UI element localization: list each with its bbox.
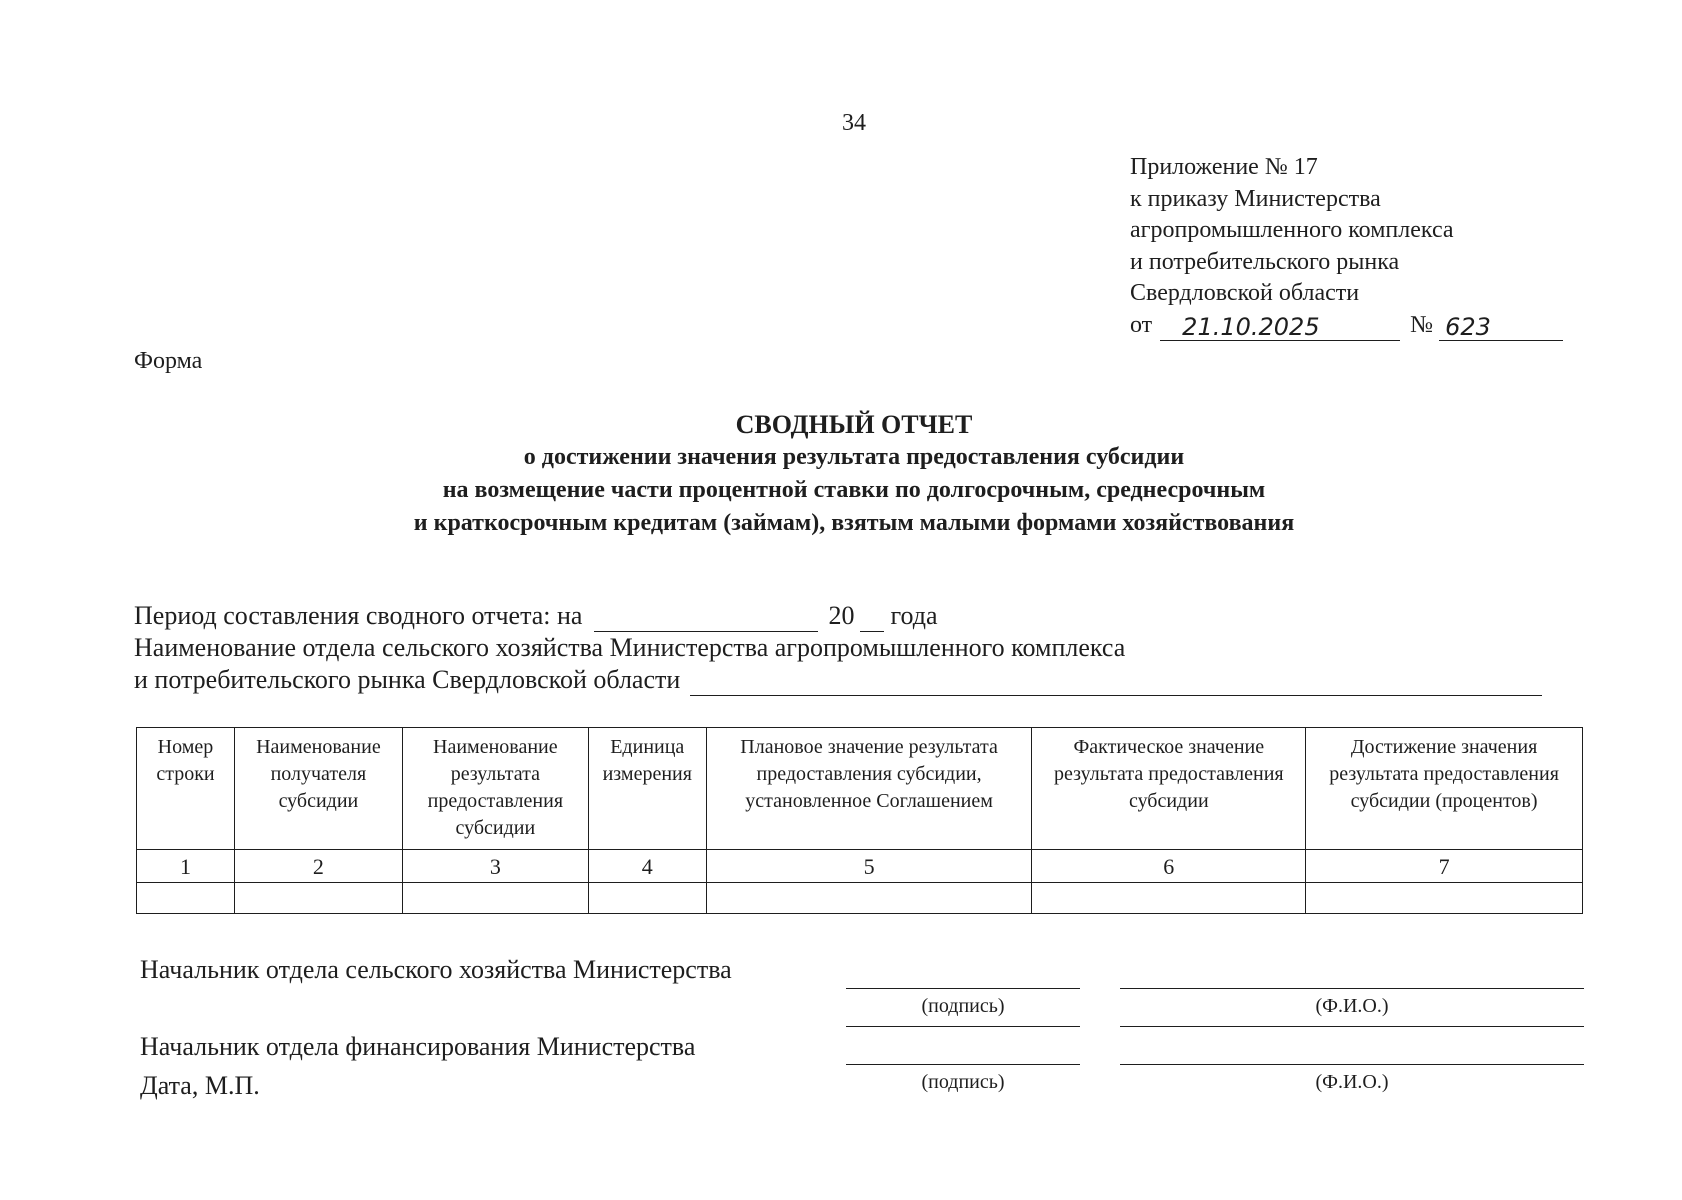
divider — [846, 1026, 1080, 1027]
signature-line[interactable] — [846, 988, 1080, 989]
table-header-row — [137, 728, 1583, 850]
column-number: 7 — [1306, 850, 1583, 883]
handwritten-date: 21.10.2025 — [1160, 314, 1400, 341]
date-stamp-label: Дата, М.П. — [140, 1071, 260, 1100]
column-number: 6 — [1032, 850, 1306, 883]
department-blank[interactable] — [690, 673, 1542, 696]
column-number-row — [137, 850, 1583, 883]
department-row — [134, 664, 1542, 696]
column-header: Единица измерения — [588, 728, 706, 850]
name-line[interactable] — [1120, 1064, 1584, 1065]
period-blank[interactable] — [594, 609, 818, 632]
column-header: Номер строки — [137, 728, 235, 850]
department-row — [134, 632, 1542, 664]
table-cell[interactable] — [706, 883, 1032, 914]
head-agriculture-label: Начальник отдела сельского хозяйства Министерства — [140, 955, 732, 984]
column-header: Фактическое значение результата предоставления субсидии — [1032, 728, 1306, 850]
table-cell[interactable] — [588, 883, 706, 914]
column-header: Наименование получателя субсидии — [234, 728, 402, 850]
title-line: на возмещение части процентной ставки по долгосрочным, среднесрочным — [442, 477, 1266, 503]
title-line: СВОДНЫЙ ОТЧЕТ — [735, 410, 973, 439]
year-suffix: года — [890, 601, 938, 630]
appendix-line: к приказу Министерства — [1130, 185, 1381, 212]
page-number: 34 — [842, 110, 866, 136]
signature-caption: (подпись) — [921, 995, 1005, 1017]
year-blank[interactable] — [860, 609, 884, 632]
table-cell[interactable] — [234, 883, 402, 914]
period-label: Период составления сводного отчета: на — [134, 601, 583, 630]
period-row — [134, 600, 1542, 632]
from-label: от — [1130, 311, 1153, 338]
name-line[interactable] — [1120, 988, 1584, 989]
appendix-block — [1130, 152, 1563, 341]
number-label: № — [1410, 311, 1434, 338]
form-label: Форма — [134, 348, 203, 374]
table-cell[interactable] — [137, 883, 235, 914]
appendix-line: и потребительского рынка — [1130, 248, 1400, 275]
report-title — [300, 408, 1408, 540]
table-row — [137, 883, 1583, 914]
table-cell[interactable] — [1306, 883, 1583, 914]
signature-caption: (подпись) — [921, 1071, 1005, 1093]
column-number: 1 — [137, 850, 235, 883]
department-line: и потребительского рынка Свердловской области — [134, 665, 681, 694]
column-number: 3 — [402, 850, 588, 883]
report-info — [134, 600, 1542, 696]
divider — [1120, 1026, 1584, 1027]
name-caption: (Ф.И.О.) — [1315, 995, 1389, 1017]
signature-line[interactable] — [846, 1064, 1080, 1065]
appendix-line: агропромышленного комплекса — [1130, 217, 1454, 243]
title-line: о достижении значения результата предоставления субсидии — [523, 444, 1185, 470]
column-header: Наименование результата предоставления субсидии — [402, 728, 588, 850]
year-prefix: 20 — [828, 601, 855, 630]
column-header: Плановое значение результата предоставления субсидии, установленное Соглашением — [706, 728, 1032, 850]
order-date-number — [1130, 310, 1563, 342]
column-header: Достижение значения результата предоставления субсидии (процентов) — [1306, 728, 1583, 850]
head-finance-label: Начальник отдела финансирования Министерства — [140, 1032, 696, 1061]
column-number: 2 — [234, 850, 402, 883]
appendix-line: Приложение № 17 — [1130, 154, 1318, 180]
column-number: 5 — [706, 850, 1032, 883]
appendix-line: Свердловской области — [1130, 280, 1360, 306]
report-table — [136, 727, 1583, 914]
name-caption: (Ф.И.О.) — [1315, 1071, 1389, 1093]
column-number: 4 — [588, 850, 706, 883]
department-line: Наименование отдела сельского хозяйства Министерства агропромышленного комплекса — [134, 633, 1126, 662]
table-cell[interactable] — [1032, 883, 1306, 914]
handwritten-number: 623 — [1439, 314, 1563, 341]
table-cell[interactable] — [402, 883, 588, 914]
title-line: и краткосрочным кредитам (займам), взятым малыми формами хозяйствования — [413, 510, 1295, 536]
